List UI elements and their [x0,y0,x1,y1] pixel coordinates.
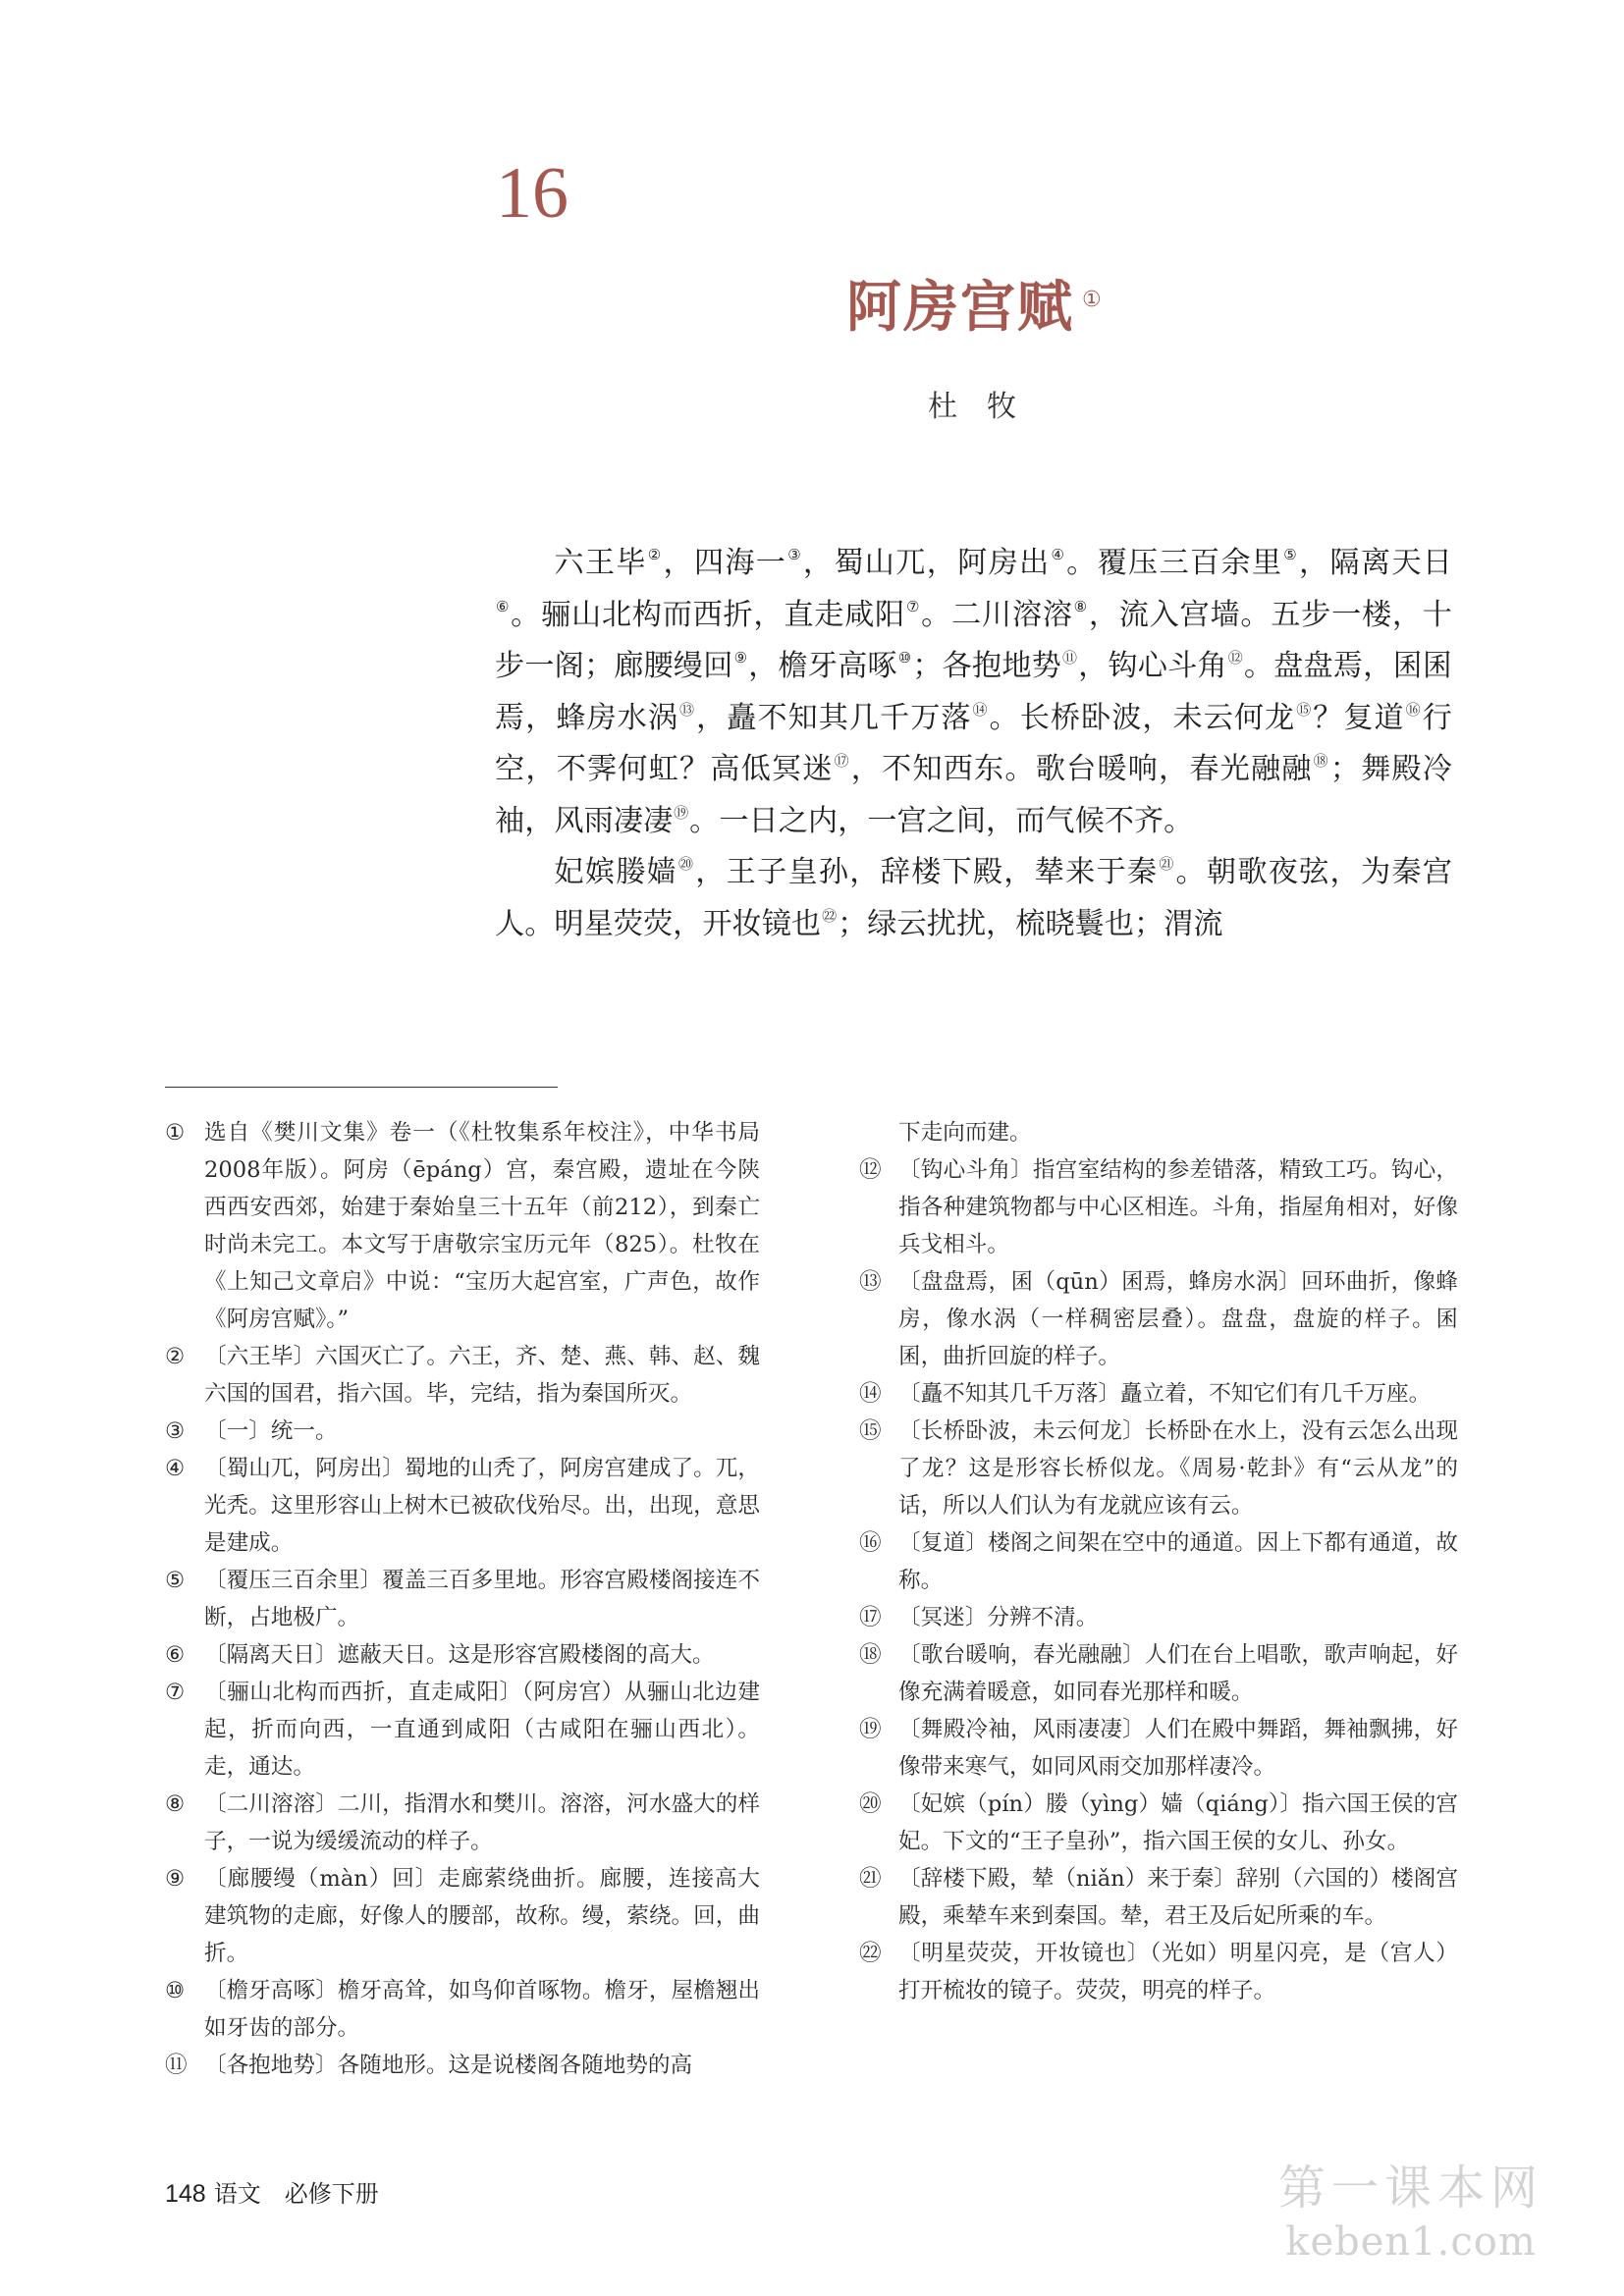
footnote-number: ⑮ [859,1418,882,1444]
title-note-mark[interactable]: ① [1082,288,1104,313]
text-segment: ，王子皇孙，辞楼下殿，辇来于秦 [695,855,1159,889]
watermark-line-1: 第一课本网 [1278,2161,1544,2216]
footnote-text: 〔钩心斗角〕指宫室结构的参差错落，精致工巧。钩心，指各种建筑物都与中心区相连。斗角，指屋角相对，好像兵戈相斗。 [898,1157,1458,1257]
footnote [165,1450,760,1562]
text-segment: 。二川溶溶 [921,597,1073,632]
footnote [859,1524,1458,1599]
footnote [859,1151,1458,1263]
footnote [859,1636,1458,1711]
footnote [165,1786,760,1860]
paragraph-2 [495,847,1452,950]
title-text: 阿房宫赋 [846,276,1074,340]
footnote [859,1413,1458,1524]
footnote-text: 〔复道〕楼阁之间架在空中的通道。因上下都有通道，故称。 [898,1530,1458,1593]
footnote-ref[interactable]: ⑨ [733,649,748,667]
footnote [165,1114,760,1338]
footnote-ref[interactable]: ㉑ [1159,855,1175,873]
footnote-number: ⑰ [859,1605,882,1630]
footnotes-left-column [165,1114,760,2084]
footnote-text: 〔明星荧荧，开妆镜也〕（光如）明星闪亮，是（宫人）打开梳妆的镜子。荧荧，明亮的样子。 [898,1941,1458,2003]
watermark [1278,2150,1543,2265]
footnote-ref[interactable]: ㉒ [822,906,838,925]
footnote-ref[interactable]: ⑭ [972,700,989,719]
footnote-text: 〔檐牙高啄〕檐牙高耸，如鸟仰首啄物。檐牙，屋檐翘出如牙齿的部分。 [204,1978,760,2041]
footnote-number: ⑨ [165,1866,186,1892]
footnotes-right-column [859,1114,1458,2009]
text-segment: ，矗不知其几千万落 [696,700,972,735]
footnote-ref[interactable]: ⑲ [674,803,689,822]
footnote-number: ⑧ [165,1791,186,1817]
footnote [165,1562,760,1636]
footnote [859,1935,1458,2009]
footnote-ref[interactable]: ② [647,546,663,563]
footnote-ref[interactable]: ⑱ [1313,752,1329,770]
text-segment: ；绿云扰扰，梳晓鬟也；渭流 [838,906,1223,941]
paragraph-1 [495,538,1452,847]
footnote-text: 〔舞殿冷袖，风雨凄凄〕人们在殿中舞蹈，舞袖飘拂，好像带来寒气，如同风雨交加那样凄冷。 [898,1717,1458,1780]
footnote [859,1711,1458,1786]
text-segment: ？复道 [1313,700,1405,735]
footnote-ref[interactable]: ⑦ [905,597,921,615]
footnote-text: 〔长桥卧波，未云何龙〕长桥卧在水上，没有云怎么出现了龙？这是形容长桥似龙。《周易·乾卦》有“云从龙”的话，所以人们认为有龙就应该有云。 [898,1418,1458,1519]
footnote-ref[interactable]: ⑳ [678,855,695,873]
footnote-text: 〔隔离天日〕遮蔽天日。这是形容宫殿楼阁的高大。 [204,1642,715,1668]
footnote-number: ㉑ [859,1866,882,1892]
author [928,390,1046,424]
main-text [495,538,1452,950]
footnote-text: 选自《樊川文集》卷一（《杜牧集系年校注》，中华书局2008年版）。阿房（ēpáng）宫，秦宫殿，遗址在今陕西西安西郊，始建于秦始皇三十五年（前212），到秦亡时尚未完工。本文写于唐敬宗宝历元年（825）。杜牧在《上知己文章启》中说：“宝历大起宫室，广声色，故作《阿房宫赋》。” [204,1120,760,1332]
footnote-ref[interactable]: ④ [1051,546,1066,563]
footnote-number: ⑤ [165,1568,186,1593]
footnote [165,1860,760,1972]
footnote-text: 〔矗不知其几千万落〕矗立着，不知它们有几千万座。 [898,1381,1432,1407]
footnote [859,1599,1458,1636]
footnote-text: 〔歌台暖响，春光融融〕人们在台上唱歌，歌声响起，好像充满着暖意，如同春光那样和暖。 [898,1642,1458,1705]
footnote-rule [165,1087,558,1088]
footnote-number: ⑱ [859,1642,882,1668]
watermark-line-2: keben1.com [1285,2219,1537,2265]
footnote-number: ⑪ [165,2053,188,2078]
footnote [165,1972,760,2047]
footnote-number: ⑫ [859,1157,882,1183]
footnote-number: ㉒ [859,1941,882,1966]
footnote-number: ④ [165,1456,186,1481]
footnote [165,2047,760,2084]
footnote [165,1413,760,1450]
footnote-text: 〔妃嫔（pín）媵（yìng）嫱（qiáng）〕指六国王侯的宫妃。下文的“王子皇孙”，指六国王侯的女儿、孙女。 [898,1791,1458,1854]
text-segment: ，四海一 [663,546,787,580]
footnote [859,1375,1458,1413]
author-surname: 杜 [928,390,957,424]
footnote-text: 〔各抱地势〕各随地形。这是说楼阁各随地势的高 [204,2053,693,2078]
text-segment: ，檐牙高啄 [748,649,897,683]
footnote-number: ③ [165,1418,186,1444]
text-segment: ；各抱地势 [912,649,1061,683]
footnote-ref[interactable]: ⑮ [1296,700,1313,719]
page-title [846,276,1104,340]
footnote [859,1860,1458,1935]
footnote-text: 〔盘盘焉，囷（qūn）囷焉，蜂房水涡〕回环曲折，像蜂房，像水涡（一样稠密层叠）。盘盘，盘旋的样子。囷囷，曲折回旋的样子。 [898,1269,1458,1369]
footnote-ref[interactable]: ⑪ [1061,649,1078,667]
footnote-ref[interactable]: ⑬ [679,700,696,719]
footnote-text: 〔廊腰缦（màn）回〕走廊萦绕曲折。廊腰，连接高大建筑物的走廊，好像人的腰部，故称。缦，萦绕。回，曲折。 [204,1866,760,1966]
text-segment: ，不知西东。歌台暖响，春光融融 [850,752,1313,786]
text-segment: 。盘盘焉，囷囷焉，蜂房水涡 [495,649,1452,735]
page-footer [165,2174,379,2209]
footnote-ref[interactable]: ⑩ [897,649,912,667]
text-segment: ；舞殿冷袖，风雨凄凄 [495,752,1452,838]
text-segment: 。骊山北构而西折，直走咸阳 [511,597,905,632]
footnote-text: 〔冥迷〕分辨不清。 [898,1605,1099,1630]
footnote-text: 〔六王毕〕六国灭亡了。六王，齐、楚、燕、韩、赵、魏六国的国君，指六国。毕，完结，指为秦国所灭。 [204,1344,760,1407]
text-segment: 。覆压三百余里 [1066,546,1283,580]
footnote-number: ⑦ [165,1680,186,1705]
footnote [859,1114,1458,1151]
footnote-number: ⑩ [165,1978,186,2003]
footnote-text: 〔蜀山兀，阿房出〕蜀地的山秃了，阿房宫建成了。兀，光秃。这里形容山上树木已被砍伐殆尽。出，出现，意思是建成。 [204,1456,760,1556]
footnote-number: ⑥ [165,1642,186,1668]
footnote-number: ⑬ [859,1269,882,1295]
footnote-number: ① [165,1120,186,1146]
footnote-number: ⑲ [859,1717,882,1742]
footnote [165,1674,760,1786]
footer-subject: 语文 [213,2180,261,2208]
footnote-text: 〔辞楼下殿，辇（niǎn）来于秦〕辞别（六国的）楼阁宫殿，乘辇车来到秦国。辇，君王及后妃所乘的车。 [898,1866,1458,1929]
footer-volume: 必修下册 [284,2180,379,2208]
page-number: 148 [165,2180,206,2208]
footnote-ref[interactable]: ⑤ [1283,546,1298,563]
footnote [165,1636,760,1674]
text-segment: ，钩心斗角 [1078,649,1227,683]
footnote-ref[interactable]: ⑫ [1227,649,1243,667]
footnote [165,1338,760,1413]
text-segment: 六王毕 [554,546,647,580]
footnote-text: 〔覆压三百余里〕覆盖三百多里地。形容宫殿楼阁接连不断，占地极广。 [204,1568,760,1630]
text-segment: ，流入宫墙。五步一楼，十步一阁；廊腰缦回 [495,597,1452,683]
text-segment: 。一日之内，一宫之间，而气候不齐。 [689,803,1194,838]
footnote-number: ② [165,1344,186,1369]
text-segment: 。朝歌夜弦，为秦宫人。明星荧荧，开妆镜也 [495,855,1452,941]
footnote [859,1786,1458,1860]
text-segment: 妃嫔媵嫱 [554,855,678,889]
footnote-text: 〔骊山北构而西折，直走咸阳〕（阿房宫）从骊山北边建起，折而向西，一直通到咸阳（古咸阳在骊山西北）。走，通达。 [204,1680,760,1780]
footnote-text: 〔一〕统一。 [204,1418,338,1444]
footnote-ref[interactable]: ③ [787,546,802,563]
author-given-name: 牧 [987,390,1016,424]
text-segment: 行空，不霁何虹？高低冥迷 [495,700,1452,786]
footnote-number: ⑯ [859,1530,882,1556]
footnote-ref[interactable]: ⑥ [496,597,511,615]
footnote-number: ⑳ [859,1791,882,1817]
text-segment: 。长桥卧波，未云何龙 [989,700,1296,735]
footnote-ref[interactable]: ⑧ [1073,597,1088,615]
footnote [859,1263,1458,1375]
footnote-ref[interactable]: ⑯ [1405,700,1422,719]
text-segment: ，隔离天日 [1298,546,1452,580]
footnote-text: 〔二川溶溶〕二川，指渭水和樊川。溶溶，河水盛大的样子，一说为缓缓流动的样子。 [204,1791,760,1854]
text-segment: ，蜀山兀，阿房出 [802,546,1051,580]
footnote-ref[interactable]: ⑰ [834,752,850,770]
footnote-text: 下走向而建。 [898,1120,1032,1146]
lesson-number: 16 [496,153,568,234]
footnote-number: ⑭ [859,1381,882,1407]
